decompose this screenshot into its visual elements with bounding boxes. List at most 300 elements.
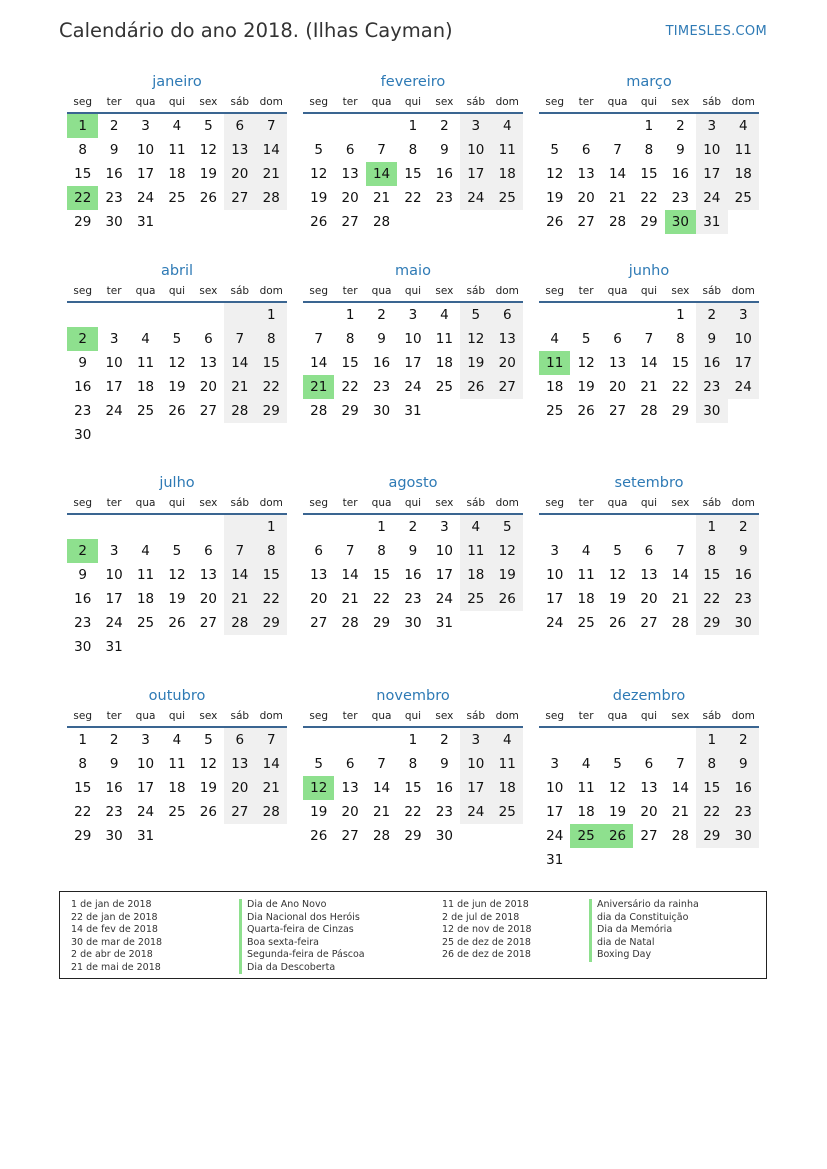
day-cell: 13 (341, 780, 359, 796)
weekday-label: qua (371, 497, 392, 509)
day-cell: 28 (341, 615, 359, 631)
day-cell: 14 (341, 567, 359, 583)
day-cell: 11 (492, 138, 523, 162)
month-janeiro (67, 70, 287, 234)
day-cell: 17 (696, 162, 727, 186)
day-cell: 11 (728, 138, 759, 162)
day-cell: 6 (224, 728, 255, 752)
month-name: abril (160, 263, 194, 279)
day-cell: 10 (404, 331, 422, 347)
day-cell: 12 (168, 355, 186, 371)
day-cell: 21 (608, 190, 627, 206)
day-cell: 30 (372, 403, 391, 419)
legend-holiday-name: Dia da Memória (589, 924, 699, 937)
day-cell: 14 (671, 567, 689, 583)
week-row (67, 186, 287, 210)
holiday-day-cell: 11 (539, 351, 570, 375)
day-cell: 30 (435, 828, 453, 844)
weekday-label: ter (342, 710, 358, 722)
day-cell: 8 (256, 539, 287, 563)
day-cell: 9 (676, 142, 685, 158)
day-cell: 22 (404, 190, 422, 206)
week-row (539, 539, 759, 563)
empty-cell (460, 611, 491, 635)
empty-cell (602, 848, 633, 872)
day-cell: 3 (440, 519, 449, 535)
week-row (303, 587, 523, 611)
day-cell: 13 (199, 355, 217, 371)
empty-cell (303, 303, 334, 327)
month-março (539, 70, 759, 234)
weekday-header (303, 94, 523, 114)
day-cell: 5 (550, 142, 559, 158)
day-cell: 17 (136, 166, 155, 182)
empty-cell (602, 303, 633, 327)
day-cell: 24 (435, 591, 453, 607)
month-junho (539, 259, 759, 423)
empty-cell (224, 423, 255, 447)
day-cell: 21 (256, 776, 287, 800)
day-cell: 7 (314, 331, 323, 347)
weekday-header (539, 94, 759, 114)
day-cell: 7 (613, 142, 622, 158)
weekday-label: seg (309, 497, 329, 509)
day-cell: 9 (78, 567, 87, 583)
day-cell: 31 (435, 615, 453, 631)
day-cell: 12 (492, 539, 523, 563)
empty-cell (303, 515, 334, 539)
empty-cell (665, 515, 696, 539)
day-cell: 29 (74, 214, 92, 230)
day-cell: 26 (492, 587, 523, 611)
day-cell: 9 (728, 752, 759, 776)
day-cell: 15 (671, 355, 689, 371)
day-cell: 26 (460, 375, 491, 399)
weekday-label: sáb (230, 710, 250, 722)
day-cell: 4 (492, 728, 523, 752)
empty-cell (256, 824, 287, 848)
day-cell: 18 (168, 166, 186, 182)
day-cell: 29 (671, 403, 689, 419)
legend-dates-col-2 (442, 899, 532, 962)
holiday-day-cell: 14 (366, 162, 397, 186)
month-name: março (626, 74, 672, 90)
empty-cell (539, 303, 570, 327)
day-cell: 12 (310, 166, 328, 182)
day-cell: 8 (78, 756, 87, 772)
day-cell: 5 (204, 118, 213, 134)
day-cell: 8 (676, 331, 685, 347)
day-cell: 2 (408, 519, 418, 535)
empty-cell (460, 399, 491, 423)
day-cell: 8 (696, 752, 727, 776)
day-cell: 26 (310, 214, 328, 230)
weekday-label: ter (578, 710, 594, 722)
weekday-label: sáb (702, 710, 722, 722)
day-cell: 7 (377, 142, 386, 158)
weekday-label: ter (106, 497, 122, 509)
empty-cell (633, 728, 664, 752)
weekday-label: dom (259, 497, 283, 509)
day-cell: 5 (314, 142, 323, 158)
day-cell: 1 (696, 515, 727, 539)
empty-cell (570, 728, 601, 752)
empty-cell (334, 114, 365, 138)
day-cell: 10 (105, 567, 123, 583)
day-cell: 14 (224, 563, 255, 587)
week-row (67, 327, 287, 351)
day-cell: 3 (696, 114, 727, 138)
weekday-label: sex (199, 285, 218, 297)
weekday-header (303, 283, 523, 303)
day-cell: 21 (372, 190, 391, 206)
empty-cell (728, 848, 759, 872)
day-cell: 20 (492, 351, 523, 375)
empty-cell (570, 303, 601, 327)
week-row (539, 563, 759, 587)
weekday-label: seg (73, 710, 93, 722)
day-cell: 17 (546, 804, 564, 820)
day-cell: 30 (105, 828, 123, 844)
week-row (539, 327, 759, 351)
month-name: julho (159, 475, 195, 491)
day-cell: 15 (256, 563, 287, 587)
empty-cell (256, 423, 287, 447)
month-setembro (539, 471, 759, 635)
day-cell: 16 (728, 563, 759, 587)
day-cell: 11 (136, 567, 155, 583)
day-cell: 13 (224, 138, 255, 162)
day-cell: 15 (74, 166, 92, 182)
day-cell: 23 (404, 591, 422, 607)
day-cell: 2 (109, 118, 119, 134)
day-cell: 4 (728, 114, 759, 138)
day-cell: 9 (78, 355, 87, 371)
day-cell: 3 (408, 307, 418, 323)
empty-cell (539, 515, 570, 539)
empty-cell (460, 210, 491, 234)
empty-cell (665, 848, 696, 872)
day-cell: 3 (460, 114, 491, 138)
day-cell: 27 (492, 375, 523, 399)
legend-dates-col-1 (71, 899, 162, 974)
weekday-label: sex (671, 285, 690, 297)
day-cell: 12 (577, 355, 595, 371)
day-cell: 17 (136, 780, 155, 796)
weekday-label: seg (73, 285, 93, 297)
day-cell: 26 (310, 828, 328, 844)
day-cell: 8 (696, 539, 727, 563)
empty-cell (366, 114, 397, 138)
legend-date: 1 de jan de 2018 (71, 899, 152, 910)
empty-cell (303, 728, 334, 752)
weekday-label: qui (640, 710, 658, 722)
weekday-label: seg (73, 96, 93, 108)
weekday-header (67, 708, 287, 728)
day-cell: 22 (372, 591, 391, 607)
weekday-label: sex (199, 710, 218, 722)
weekday-label: ter (342, 497, 358, 509)
legend-date: 14 de fev de 2018 (71, 924, 158, 935)
week-row (303, 800, 523, 824)
weekday-label: ter (578, 497, 594, 509)
day-cell: 29 (404, 828, 422, 844)
day-cell: 4 (172, 118, 182, 134)
day-cell: 14 (256, 752, 287, 776)
day-cell: 21 (224, 587, 255, 611)
weekday-label: qua (371, 96, 392, 108)
day-cell: 1 (696, 728, 727, 752)
day-cell: 18 (168, 780, 186, 796)
day-cell: 25 (577, 615, 595, 631)
month-fevereiro (303, 70, 523, 234)
day-cell: 25 (460, 587, 491, 611)
empty-cell (570, 114, 601, 138)
day-cell: 28 (224, 611, 255, 635)
weekday-header (303, 495, 523, 515)
day-cell: 14 (640, 355, 658, 371)
week-row (539, 752, 759, 776)
day-cell: 8 (644, 142, 654, 158)
weekday-label: ter (106, 96, 122, 108)
day-cell: 6 (204, 543, 213, 559)
week-row (303, 752, 523, 776)
legend-date: 2 de jul de 2018 (442, 911, 520, 923)
week-row (303, 375, 523, 399)
empty-cell (161, 303, 192, 327)
week-row (539, 587, 759, 611)
weekday-label: dom (495, 710, 519, 722)
weekday-label: qui (404, 96, 422, 108)
week-row (67, 162, 287, 186)
week-row (539, 611, 759, 635)
legend-holiday-name: dia de Natal (589, 937, 699, 950)
day-cell: 16 (435, 780, 453, 796)
empty-cell (633, 515, 664, 539)
week-row (303, 611, 523, 635)
day-cell: 4 (581, 756, 591, 772)
day-cell: 3 (141, 732, 150, 748)
day-cell: 24 (105, 615, 123, 631)
empty-cell (67, 303, 98, 327)
day-cell: 23 (728, 800, 759, 824)
day-cell: 28 (256, 800, 287, 824)
day-cell: 1 (408, 732, 418, 748)
day-cell: 15 (404, 780, 422, 796)
day-cell: 19 (608, 591, 627, 607)
empty-cell (193, 635, 224, 659)
weekday-label: sáb (702, 285, 722, 297)
legend-date: 12 de nov de 2018 (442, 924, 532, 935)
week-row (67, 824, 287, 848)
week-row (303, 824, 523, 848)
empty-cell (492, 824, 523, 848)
site-link[interactable]: TIMESLES.COM (665, 24, 767, 39)
empty-cell (161, 210, 192, 234)
month-name: outubro (148, 688, 206, 704)
day-cell: 5 (172, 543, 182, 559)
day-cell: 22 (256, 375, 287, 399)
weekday-label: seg (309, 710, 329, 722)
day-cell: 18 (460, 563, 491, 587)
day-cell: 15 (696, 776, 727, 800)
day-cell: 20 (199, 379, 217, 395)
day-cell: 23 (671, 190, 689, 206)
day-cell: 1 (408, 118, 418, 134)
day-cell: 11 (168, 756, 186, 772)
day-cell: 20 (640, 804, 658, 820)
week-row (67, 210, 287, 234)
day-cell: 15 (372, 567, 391, 583)
empty-cell (397, 210, 428, 234)
week-row (303, 776, 523, 800)
day-cell: 12 (199, 142, 217, 158)
day-cell: 14 (608, 166, 627, 182)
day-cell: 29 (696, 611, 727, 635)
day-cell: 5 (613, 543, 622, 559)
month-name: agosto (388, 475, 438, 491)
legend-holiday-name: Dia Nacional dos Heróis (239, 912, 365, 925)
day-cell: 31 (546, 852, 564, 868)
day-cell: 7 (345, 543, 355, 559)
day-cell: 1 (256, 515, 287, 539)
day-cell: 14 (256, 138, 287, 162)
weekday-label: qua (607, 710, 628, 722)
day-cell: 19 (608, 804, 627, 820)
day-cell: 19 (492, 563, 523, 587)
day-cell: 8 (408, 756, 418, 772)
day-cell: 18 (728, 162, 759, 186)
day-cell: 8 (377, 543, 386, 559)
weekday-label: sex (671, 96, 690, 108)
empty-cell (602, 728, 633, 752)
week-row (303, 114, 523, 138)
day-cell: 19 (577, 379, 595, 395)
day-cell: 19 (168, 379, 186, 395)
empty-cell (130, 635, 161, 659)
weekday-label: seg (545, 710, 565, 722)
empty-cell (728, 210, 759, 234)
day-cell: 30 (74, 427, 92, 443)
empty-cell (224, 210, 255, 234)
day-cell: 9 (440, 142, 449, 158)
day-cell: 28 (372, 214, 391, 230)
day-cell: 19 (546, 190, 564, 206)
day-cell: 3 (728, 303, 759, 327)
day-cell: 11 (577, 567, 595, 583)
day-cell: 13 (640, 567, 658, 583)
day-cell: 5 (613, 756, 622, 772)
empty-cell (256, 210, 287, 234)
day-cell: 4 (172, 732, 182, 748)
legend-date: 30 de mar de 2018 (71, 936, 163, 948)
day-cell: 7 (377, 756, 386, 772)
week-row (539, 138, 759, 162)
day-cell: 3 (109, 543, 119, 559)
weekday-label: qua (135, 710, 156, 722)
day-cell: 8 (345, 331, 355, 347)
weekday-label: qui (404, 285, 422, 297)
day-cell: 18 (136, 379, 155, 395)
legend-holiday-name: Aniversário da rainha (589, 899, 699, 912)
week-row (539, 399, 759, 423)
day-cell: 21 (372, 804, 391, 820)
day-cell: 24 (136, 804, 155, 820)
day-cell: 26 (608, 615, 627, 631)
day-cell: 17 (728, 351, 759, 375)
weekday-label: ter (578, 285, 594, 297)
day-cell: 4 (141, 543, 150, 559)
holiday-day-cell: 1 (67, 114, 98, 138)
day-cell: 5 (492, 515, 523, 539)
month-novembro (303, 684, 523, 848)
week-row (539, 303, 759, 327)
weekday-label: qua (135, 497, 156, 509)
day-cell: 23 (74, 403, 92, 419)
day-cell: 3 (550, 756, 559, 772)
day-cell: 25 (492, 186, 523, 210)
empty-cell (665, 728, 696, 752)
week-row (303, 539, 523, 563)
weekday-label: seg (309, 285, 329, 297)
weekday-label: dom (731, 285, 755, 297)
day-cell: 11 (168, 142, 186, 158)
month-name: dezembro (612, 688, 686, 704)
empty-cell (460, 824, 491, 848)
empty-cell (193, 303, 224, 327)
day-cell: 17 (460, 162, 491, 186)
week-row (67, 399, 287, 423)
day-cell: 9 (728, 539, 759, 563)
weekday-label: ter (342, 285, 358, 297)
weekday-label: sáb (230, 497, 250, 509)
empty-cell (429, 399, 460, 423)
weekday-label: seg (73, 497, 93, 509)
weekday-label: dom (259, 96, 283, 108)
day-cell: 13 (341, 166, 359, 182)
legend-date: 11 de jun de 2018 (442, 899, 529, 910)
day-cell: 8 (408, 142, 418, 158)
day-cell: 24 (460, 800, 491, 824)
month-name: fevereiro (380, 74, 446, 90)
day-cell: 29 (74, 828, 92, 844)
day-cell: 1 (676, 307, 685, 323)
day-cell: 13 (310, 567, 328, 583)
weekday-label: sex (671, 497, 690, 509)
day-cell: 19 (460, 351, 491, 375)
weekday-label: sex (435, 497, 454, 509)
day-cell: 24 (696, 186, 727, 210)
day-cell: 20 (577, 190, 595, 206)
day-cell: 19 (310, 804, 328, 820)
week-row (67, 539, 287, 563)
weekday-header (67, 94, 287, 114)
day-cell: 29 (696, 824, 727, 848)
day-cell: 9 (408, 543, 418, 559)
day-cell: 6 (613, 331, 622, 347)
day-cell: 31 (136, 828, 155, 844)
day-cell: 29 (341, 403, 359, 419)
empty-cell (570, 848, 601, 872)
day-cell: 26 (199, 804, 217, 820)
day-cell: 27 (224, 186, 255, 210)
holiday-legend (59, 891, 767, 979)
empty-cell (492, 210, 523, 234)
legend-names-col-2 (589, 899, 699, 962)
day-cell: 31 (404, 403, 422, 419)
weekday-label: qua (607, 285, 628, 297)
day-cell: 27 (341, 828, 359, 844)
